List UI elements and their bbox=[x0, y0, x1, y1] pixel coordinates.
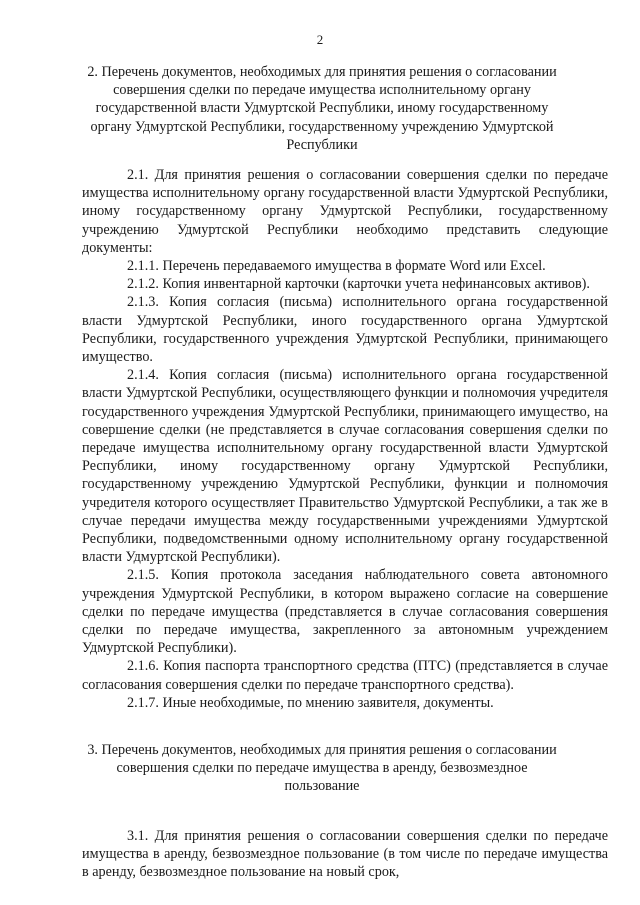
paragraph-2-1-7: 2.1.7. Иные необходимые, по мнению заявителя, документы. bbox=[127, 694, 494, 711]
paragraph-3-1: 3.1. Для принятия решения о согласовании совершения сделки по передаче имущества в аренду, безвозмездное пользование (в том числе по передаче имущества в аренду, безвозмездное пользование на новый срок, bbox=[82, 828, 608, 881]
paragraph-2-1-3: 2.1.3. Копия согласия (письма) исполнительного органа государственной власти Удмуртской Республики, иного государственного органа Удмуртской Республики, государственного учреждения Удмуртской Республики, принимающего имущество. bbox=[82, 294, 608, 366]
section-2-heading-line: Республики bbox=[286, 136, 358, 153]
section-2-heading-line: органу Удмуртской Республики, государственному учреждению Удмуртской bbox=[90, 118, 554, 135]
paragraph-2-1-5: 2.1.5. Копия протокола заседания наблюдательного совета автономного учреждения Удмуртской Республики, в котором выражено согласие на совершение сделки по передаче имущества (представляется в случае согласования совершения сделки по передаче имущества, закрепленного за автономным учреждением Удмуртской Республики). bbox=[82, 567, 608, 657]
paragraph-2-1-4: 2.1.4. Копия согласия (письма) исполнительного органа государственной власти Удмуртской Республики, осуществляющего функции и полномочия учредителя государственного учреждения Удмуртской Республики, принимающего имущество, на совершение сделки (не представляется в случае согласования совершения сделки по передаче имущества исполнительному органу государственной власти Удмуртской Республики, иному государственному органу Удмуртской Республики, государственному учреждению Удмуртской Республики, функции и полномочия учредителя которого осуществляет Правительство Удмуртской Республики, а так же в случае передачи имущества между государственными учреждениями Удмуртской Республики, подведомственными одному исполнительному органу государственной власти Удмуртской Республики). bbox=[82, 367, 608, 566]
section-2-heading-line: государственной власти Удмуртской Республики, иному государственному bbox=[95, 100, 549, 117]
section-3-body bbox=[82, 827, 608, 882]
paragraph-2-1-6: 2.1.6. Копия паспорта транспортного средства (ПТС) (представляется в случае согласования совершения сделки по передаче транспортного средства). bbox=[82, 658, 608, 693]
section-2-heading bbox=[48, 63, 596, 154]
paragraph-2-1: 2.1. Для принятия решения о согласовании совершения сделки по передаче имущества исполнительному органу государственной власти Удмуртской Республики, иному государственному органу Удмуртской Республики, государственному учреждению Удмуртской Республики необходимо представить следующие документы: bbox=[82, 167, 608, 256]
section-3-heading-line: 3. Перечень документов, необходимых для принятия решения о согласовании bbox=[87, 742, 557, 758]
section-2-heading-line: 2. Перечень документов, необходимых для принятия решения о согласовании bbox=[87, 64, 557, 80]
section-3-heading-line: совершения сделки по передаче имущества в аренду, безвозмездное bbox=[116, 760, 528, 777]
paragraph-2-1-1: 2.1.1. Перечень передаваемого имущества в формате Word или Excel. bbox=[127, 258, 546, 275]
section-3-heading-line: пользование bbox=[284, 778, 360, 795]
page-number: 2 bbox=[316, 32, 324, 47]
section-2-body bbox=[82, 166, 608, 712]
section-2-heading-line: совершения сделки по передаче имущества исполнительному органу bbox=[113, 82, 531, 99]
paragraph-2-1-2: 2.1.2. Копия инвентарной карточки (карточки учета нефинансовых активов). bbox=[127, 276, 590, 293]
section-3-heading bbox=[48, 741, 596, 796]
